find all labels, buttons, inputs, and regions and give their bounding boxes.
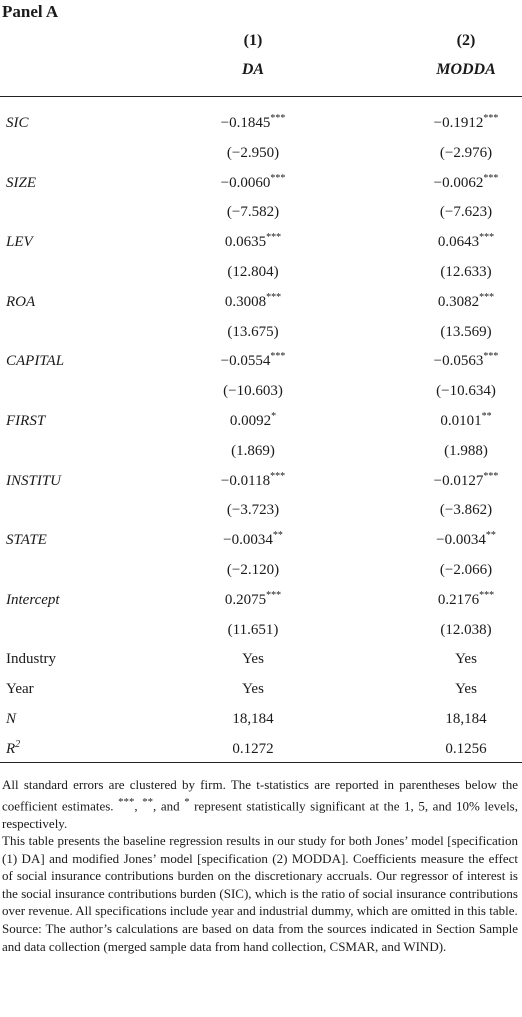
cell-value: −0.1845 bbox=[220, 115, 271, 131]
significance-stars: * bbox=[271, 411, 277, 422]
cell-value: 0.0101 bbox=[440, 413, 482, 429]
cell-modda bbox=[396, 739, 522, 759]
row-label: LEV bbox=[6, 234, 33, 251]
cell-value: (−10.634) bbox=[436, 383, 496, 400]
cell-modda bbox=[396, 471, 522, 491]
significance-stars: *** bbox=[266, 291, 282, 303]
cell-modda bbox=[396, 441, 522, 461]
cell-value: Yes bbox=[455, 681, 477, 698]
significance-stars: *** bbox=[483, 470, 499, 482]
cell-value: (12.038) bbox=[440, 621, 492, 638]
cell-value: 18,184 bbox=[232, 711, 274, 727]
cell-modda bbox=[396, 232, 522, 252]
significance-stars: *** bbox=[270, 470, 286, 482]
cell-value: 0.1256 bbox=[445, 740, 487, 757]
significance-stars: *** bbox=[270, 351, 286, 363]
panel-title: Panel A bbox=[2, 2, 59, 21]
significance-stars: ** bbox=[272, 530, 283, 542]
cell-modda bbox=[396, 560, 522, 580]
row-label: SIZE bbox=[6, 174, 36, 191]
significance-stars: *** bbox=[270, 172, 286, 184]
cell-value: (−3.862) bbox=[439, 502, 493, 519]
cell-da bbox=[183, 471, 323, 491]
cell-value: (−2.120) bbox=[226, 562, 280, 578]
cell-modda bbox=[396, 679, 522, 699]
column-2-number: (2) bbox=[456, 32, 476, 49]
cell-value: Yes bbox=[242, 651, 264, 668]
column-1-number: (1) bbox=[243, 32, 263, 49]
column-2-name: MODDA bbox=[436, 61, 496, 78]
note-significance: All standard errors are clustered by firm. The t-statistics are reported in parentheses below the coefficient estimates. ***, **, and * represent statistically significant at the 1, 5, and 10% levels, respectively. bbox=[2, 777, 518, 831]
cell-value: Yes bbox=[455, 651, 477, 668]
cell-value: (13.569) bbox=[440, 323, 492, 340]
cell-da bbox=[183, 232, 323, 252]
note-description: This table presents the baseline regression results in our study for both Jones’ model [specification (1) DA] and modified Jones’ model [specification (2) MODDA]. Coefficients measure the effect of social insurance contributions burden on the discretionary accruals. Our regressor of interest is the social insurance contributions burden (SIC), which is the ratio of social insurance contributions over revenue. All specifications include year and industrial dummy, which are omitted in this table. bbox=[2, 833, 518, 919]
row-label: Industry bbox=[6, 651, 56, 668]
cell-value: 0.0092 bbox=[229, 413, 272, 429]
cell-value: (−2.066) bbox=[439, 562, 493, 578]
cell-da bbox=[183, 590, 323, 610]
significance-stars: *** bbox=[270, 113, 286, 124]
cell-da bbox=[183, 322, 323, 342]
cell-da bbox=[183, 173, 323, 193]
cell-value: (−7.582) bbox=[226, 204, 280, 221]
cell-value: −0.0034 bbox=[436, 532, 486, 549]
cell-value: (12.633) bbox=[440, 264, 492, 280]
cell-value: (−10.603) bbox=[223, 383, 283, 400]
cell-da bbox=[183, 143, 323, 163]
cell-da bbox=[183, 441, 323, 461]
cell-modda bbox=[396, 590, 522, 610]
cell-value: −0.1912 bbox=[433, 115, 484, 131]
significance-stars: *** bbox=[266, 232, 282, 244]
cell-value: (1.988) bbox=[444, 442, 488, 459]
row-label: Intercept bbox=[6, 591, 60, 608]
cell-da bbox=[183, 679, 323, 699]
cell-value: 0.3082 bbox=[437, 293, 480, 310]
cell-modda bbox=[396, 202, 522, 222]
cell-value: Yes bbox=[242, 681, 264, 698]
cell-da bbox=[183, 620, 323, 640]
row-label-superscript: 2 bbox=[15, 738, 21, 750]
cell-value: −0.0563 bbox=[433, 353, 484, 370]
cell-da bbox=[183, 649, 323, 669]
significance-stars: *** bbox=[479, 291, 495, 303]
row-label: STATE bbox=[6, 532, 47, 549]
row-label: $R^2$ bbox=[6, 738, 21, 757]
cell-da bbox=[183, 560, 323, 580]
cell-modda bbox=[396, 113, 522, 133]
cell-modda bbox=[396, 173, 522, 193]
table-notes bbox=[2, 776, 518, 955]
cell-value: (12.804) bbox=[227, 264, 279, 280]
header-rule bbox=[0, 96, 522, 97]
row-label: ROA bbox=[6, 293, 36, 310]
cell-value: (−3.723) bbox=[226, 502, 280, 519]
row-label: FIRST bbox=[6, 413, 46, 429]
cell-value: (−7.623) bbox=[439, 204, 493, 221]
cell-modda bbox=[396, 381, 522, 401]
row-label: SIC bbox=[6, 115, 29, 131]
significance-stars: *** bbox=[479, 232, 495, 244]
row-label: INSTITU bbox=[6, 472, 62, 489]
row-label: CAPITAL bbox=[6, 353, 65, 370]
cell-modda bbox=[396, 292, 522, 312]
table-bottom-rule bbox=[0, 762, 522, 763]
significance-stars: ** bbox=[481, 411, 492, 422]
cell-value: −0.0127 bbox=[433, 472, 484, 489]
cell-da bbox=[183, 530, 323, 550]
significance-stars: *** bbox=[266, 589, 282, 601]
cell-da bbox=[183, 351, 323, 371]
cell-da bbox=[183, 381, 323, 401]
cell-value: 0.0635 bbox=[224, 234, 267, 251]
cell-da bbox=[183, 739, 323, 759]
cell-value: (13.675) bbox=[227, 323, 279, 340]
cell-da bbox=[183, 411, 323, 431]
cell-value: 0.0643 bbox=[437, 234, 480, 251]
cell-da bbox=[183, 262, 323, 282]
cell-modda bbox=[396, 709, 522, 729]
cell-modda bbox=[396, 322, 522, 342]
note-source: Source: The author’s calculations are based on data from the sources indicated in Section Sample and data collection (merged sample data from hand collection, CSMAR, and WIND). bbox=[2, 921, 518, 954]
cell-value: −0.0118 bbox=[220, 472, 271, 489]
cell-da bbox=[183, 292, 323, 312]
significance-stars: *** bbox=[479, 589, 495, 601]
cell-value: 0.3008 bbox=[224, 293, 267, 310]
cell-value: (11.651) bbox=[227, 621, 279, 638]
column-1-name: DA bbox=[241, 61, 265, 78]
significance-stars: *** bbox=[483, 113, 499, 124]
cell-modda bbox=[396, 411, 522, 431]
cell-da bbox=[183, 709, 323, 729]
cell-modda bbox=[396, 620, 522, 640]
cell-value: 0.1272 bbox=[232, 740, 274, 757]
cell-value: 0.2075 bbox=[224, 591, 267, 608]
row-label: Year bbox=[6, 681, 34, 698]
cell-modda bbox=[396, 500, 522, 520]
row-label: N bbox=[6, 711, 17, 727]
cell-value: (−2.976) bbox=[439, 144, 493, 161]
cell-value: 18,184 bbox=[445, 711, 487, 727]
cell-modda bbox=[396, 649, 522, 669]
cell-modda bbox=[396, 262, 522, 282]
cell-modda bbox=[396, 530, 522, 550]
cell-da bbox=[183, 202, 323, 222]
cell-value: −0.0060 bbox=[220, 174, 271, 191]
cell-value: −0.0062 bbox=[433, 174, 484, 191]
significance-stars: *** bbox=[483, 172, 499, 184]
cell-value: −0.0034 bbox=[223, 532, 273, 549]
cell-modda bbox=[396, 351, 522, 371]
cell-value: (−2.950) bbox=[226, 144, 280, 161]
cell-da bbox=[183, 113, 323, 133]
cell-da bbox=[183, 500, 323, 520]
cell-value: 0.2176 bbox=[437, 591, 480, 608]
significance-stars: ** bbox=[485, 530, 496, 542]
significance-stars: *** bbox=[483, 351, 499, 363]
cell-value: (1.869) bbox=[231, 442, 275, 459]
cell-value: −0.0554 bbox=[220, 353, 271, 370]
cell-modda bbox=[396, 143, 522, 163]
